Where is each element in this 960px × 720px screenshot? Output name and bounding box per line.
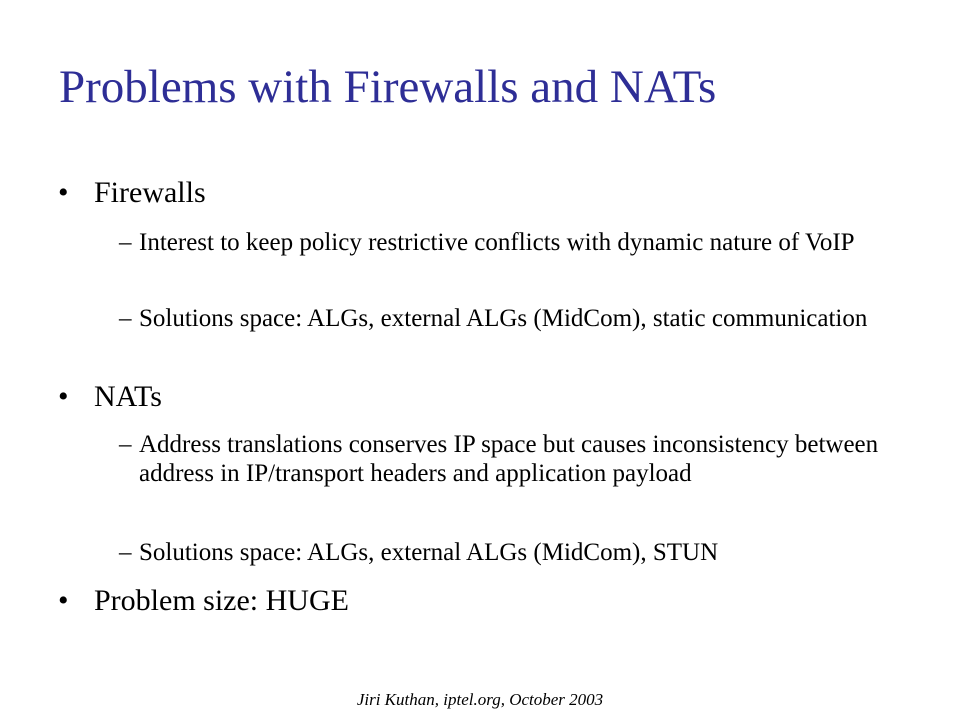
sub-bullet-nats-address <box>119 430 909 488</box>
bullet-nats <box>58 380 162 414</box>
bullet-firewalls <box>58 176 206 210</box>
bullet-marker: • <box>58 176 69 209</box>
dash-marker: – <box>119 305 132 332</box>
bullet-text: Firewalls <box>94 176 206 209</box>
slide-title: Problems with Firewalls and NATs <box>59 61 717 113</box>
dash-marker: – <box>119 431 132 458</box>
bullet-text: NATs <box>94 380 162 413</box>
slide-footer: Jiri Kuthan, iptel.org, October 2003 <box>356 690 604 709</box>
sub-bullet-text: Address translations conserves IP space but causes inconsistency between address in IP/transport headers and application payload <box>139 431 879 487</box>
bullet-marker: • <box>58 380 69 413</box>
sub-bullet-text: Solutions space: ALGs, external ALGs (MidCom), STUN <box>139 539 719 566</box>
bullet-marker: • <box>58 584 69 617</box>
dash-marker: – <box>119 229 132 256</box>
sub-bullet-text: Interest to keep policy restrictive conflicts with dynamic nature of VoIP <box>139 229 855 256</box>
dash-marker: – <box>119 539 132 566</box>
bullet-text: Problem size: HUGE <box>94 584 349 617</box>
sub-bullet-firewalls-interest <box>119 228 909 257</box>
sub-bullet-nats-solutions <box>119 538 909 567</box>
sub-bullet-text: Solutions space: ALGs, external ALGs (MidCom), static communication <box>139 305 868 332</box>
sub-bullet-firewalls-solutions <box>119 304 909 333</box>
bullet-problem-size <box>58 584 349 618</box>
